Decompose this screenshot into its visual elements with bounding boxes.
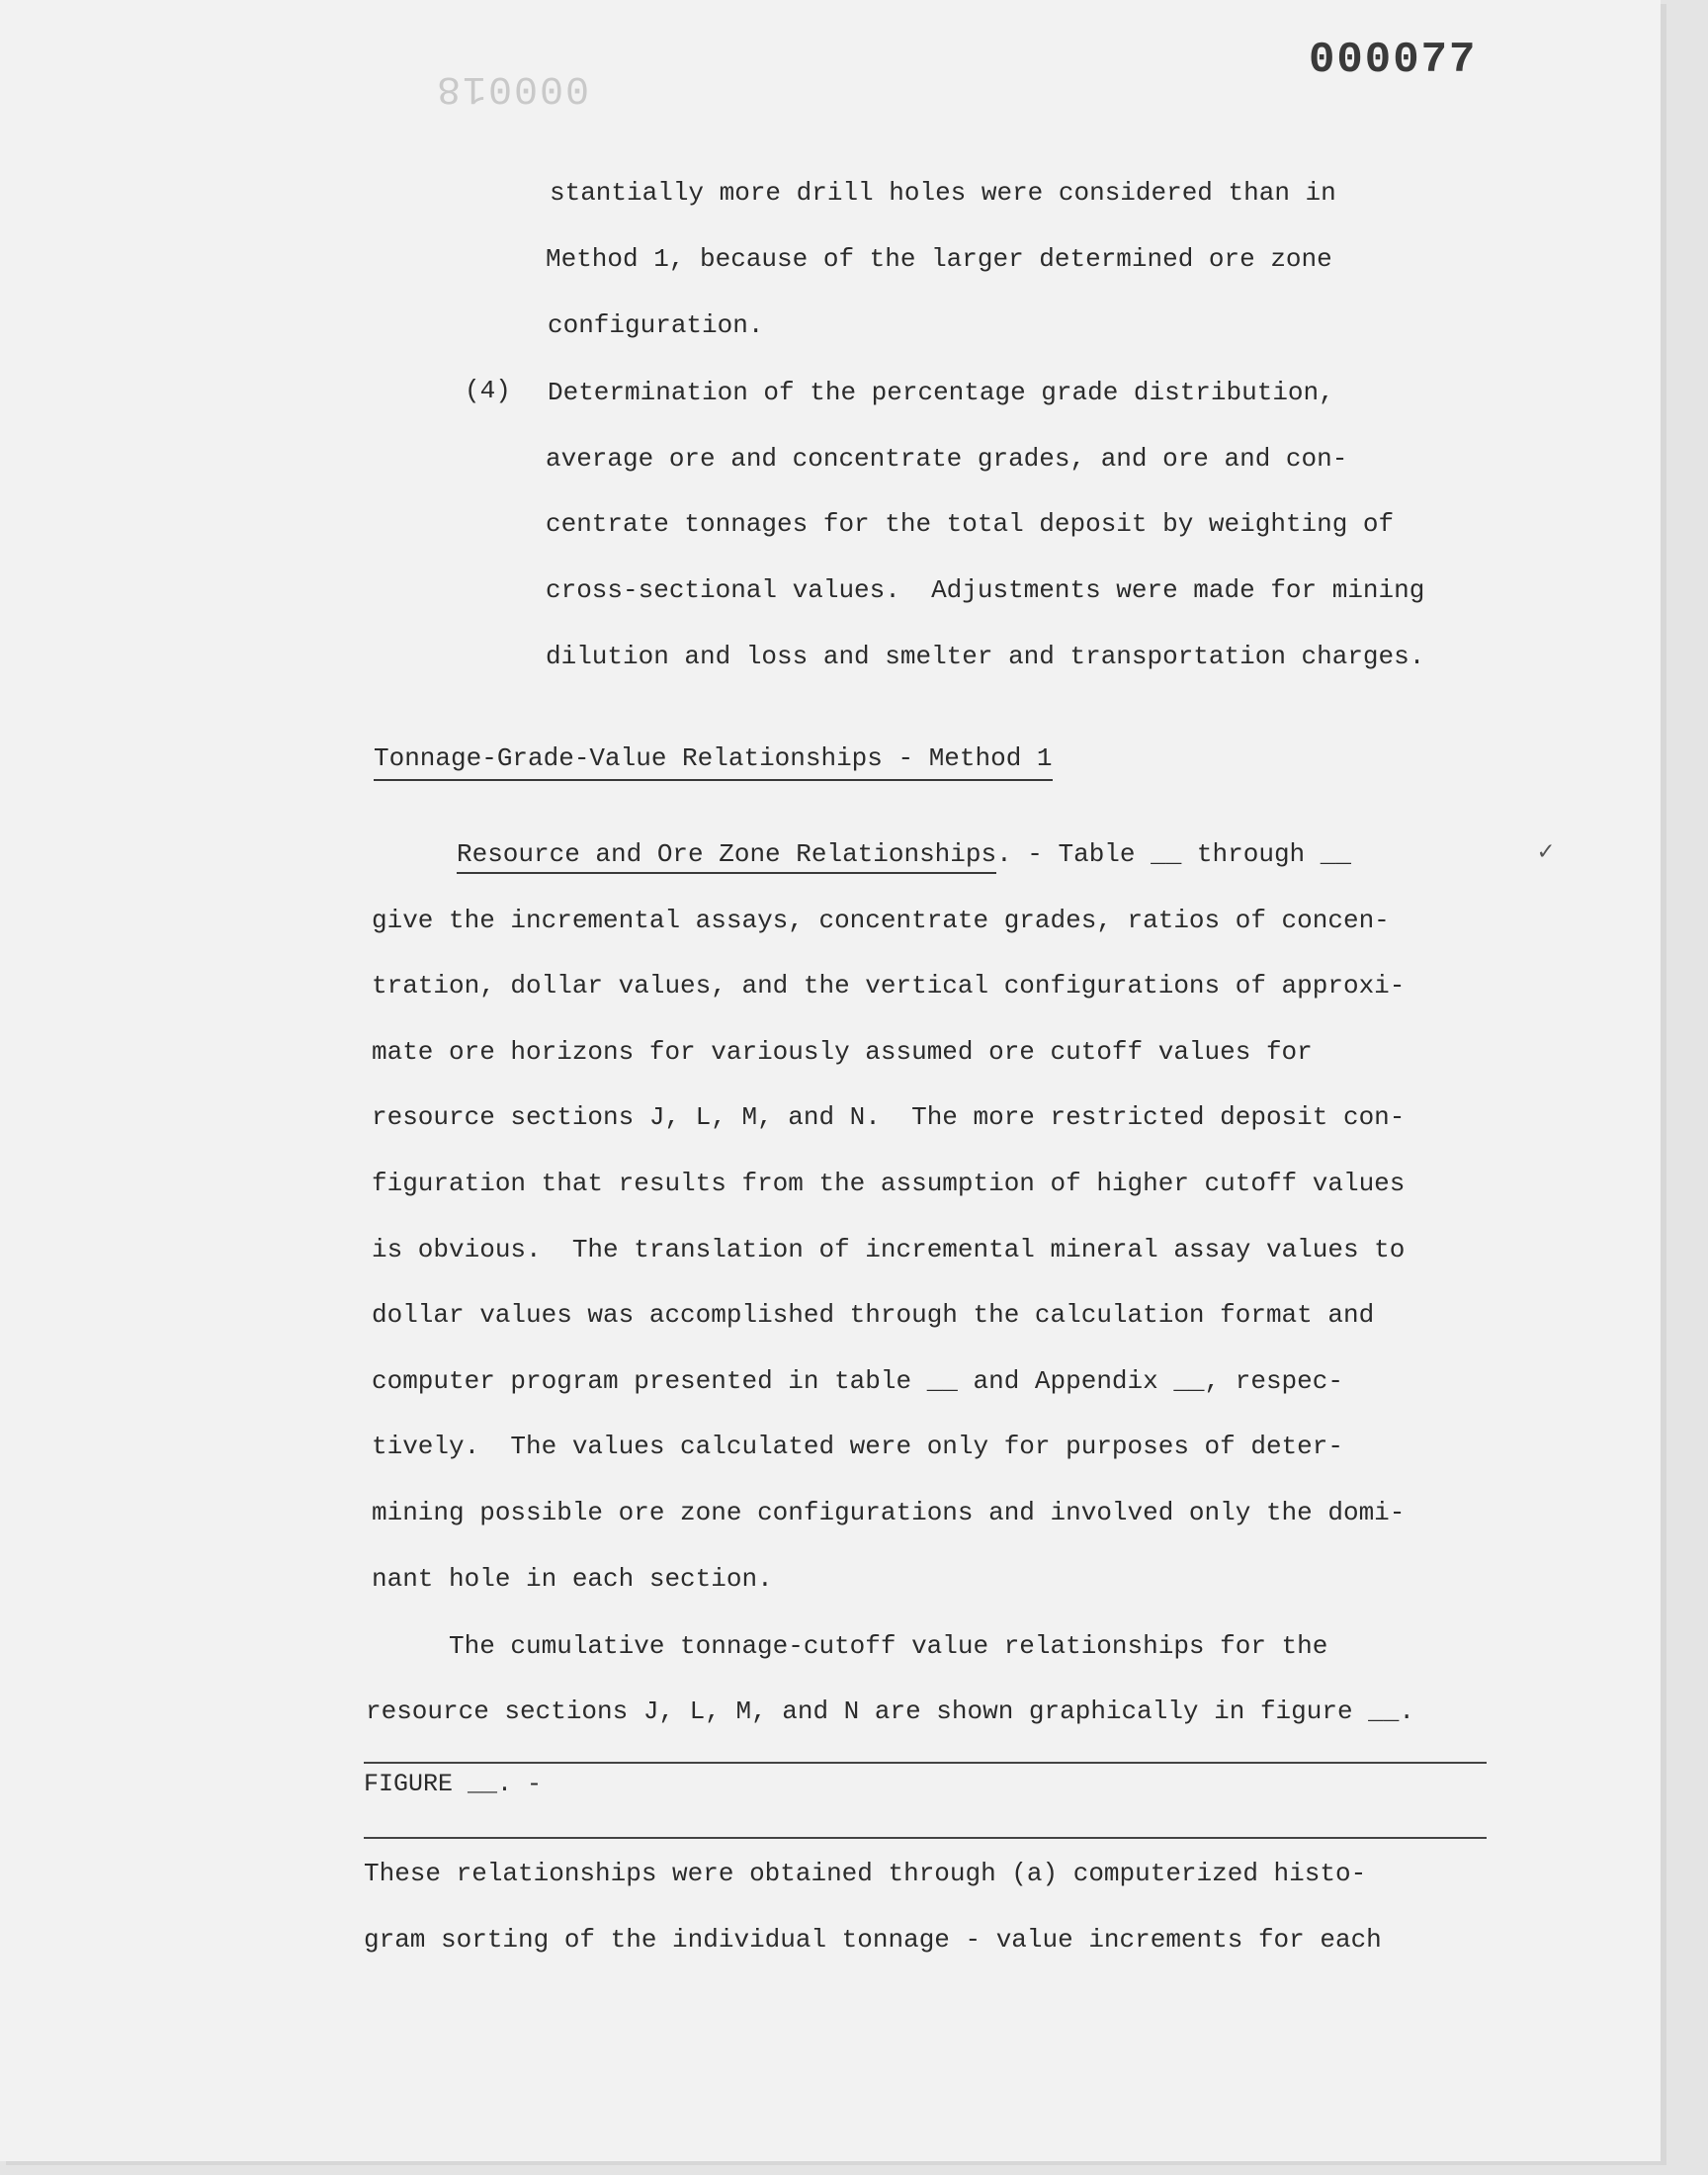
bleed-through-page-number: 000018 bbox=[435, 65, 590, 110]
list-item-number: (4) bbox=[465, 376, 511, 405]
para1-line-5: resource sections J, L, M, and N. The more restricted deposit con- bbox=[372, 1102, 1406, 1132]
para1-line-3: tration, dollar values, and the vertical configurations of approxi- bbox=[372, 971, 1406, 1000]
figure-rule-top bbox=[364, 1762, 1487, 1764]
para2-line-2: resource sections J, L, M, and N are shown graphically in figure __. bbox=[366, 1696, 1414, 1726]
para2-line-1: The cumulative tonnage-cutoff value relationships for the bbox=[449, 1631, 1328, 1661]
para1-line-4: mate ore horizons for variously assumed ore cutoff values for bbox=[372, 1037, 1313, 1067]
para1-line-8: dollar values was accomplished through the calculation format and bbox=[372, 1300, 1375, 1330]
para1-line-2: give the incremental assays, concentrate grades, ratios of concen- bbox=[372, 906, 1390, 935]
para3-line-2: gram sorting of the individual tonnage - value increments for each bbox=[364, 1925, 1382, 1955]
item4-line-4: cross-sectional values. Adjustments were made for mining bbox=[546, 575, 1425, 605]
para1-line-11: mining possible ore zone configurations and involved only the domi- bbox=[372, 1498, 1406, 1527]
item4-line-1: Determination of the percentage grade distribution, bbox=[548, 378, 1334, 407]
para1-first-line-rest: . - Table __ through __ bbox=[996, 839, 1351, 869]
item4-line-5: dilution and loss and smelter and transportation charges. bbox=[546, 642, 1425, 671]
section-heading: Tonnage-Grade-Value Relationships - Method 1 bbox=[374, 743, 1053, 781]
para1-first-line bbox=[457, 841, 1351, 867]
para1-line-6: figuration that results from the assumption of higher cutoff values bbox=[372, 1169, 1406, 1198]
para1-line-12: nant hole in each section. bbox=[372, 1564, 773, 1594]
continuation-line-3: configuration. bbox=[548, 310, 764, 340]
para1-line-10: tively. The values calculated were only for purposes of deter- bbox=[372, 1432, 1343, 1461]
para1-line-7: is obvious. The translation of incremental mineral assay values to bbox=[372, 1235, 1406, 1264]
item4-line-3: centrate tonnages for the total deposit by weighting of bbox=[546, 509, 1395, 539]
item4-line-2: average ore and concentrate grades, and ore and con- bbox=[546, 444, 1348, 474]
para1-heading: Resource and Ore Zone Relationships bbox=[457, 839, 996, 874]
para1-line-9: computer program presented in table __ and Appendix __, respec- bbox=[372, 1366, 1343, 1396]
page-number: 000077 bbox=[1309, 36, 1478, 85]
para3-line-1: These relationships were obtained through (a) computerized histo- bbox=[364, 1859, 1367, 1888]
figure-caption: FIGURE __. - bbox=[364, 1770, 543, 1798]
check-mark-icon: ✓ bbox=[1538, 837, 1554, 867]
continuation-line-2: Method 1, because of the larger determined ore zone bbox=[546, 244, 1332, 274]
continuation-line-1: stantially more drill holes were considered than in bbox=[550, 178, 1336, 208]
figure-rule-bottom bbox=[364, 1837, 1487, 1839]
